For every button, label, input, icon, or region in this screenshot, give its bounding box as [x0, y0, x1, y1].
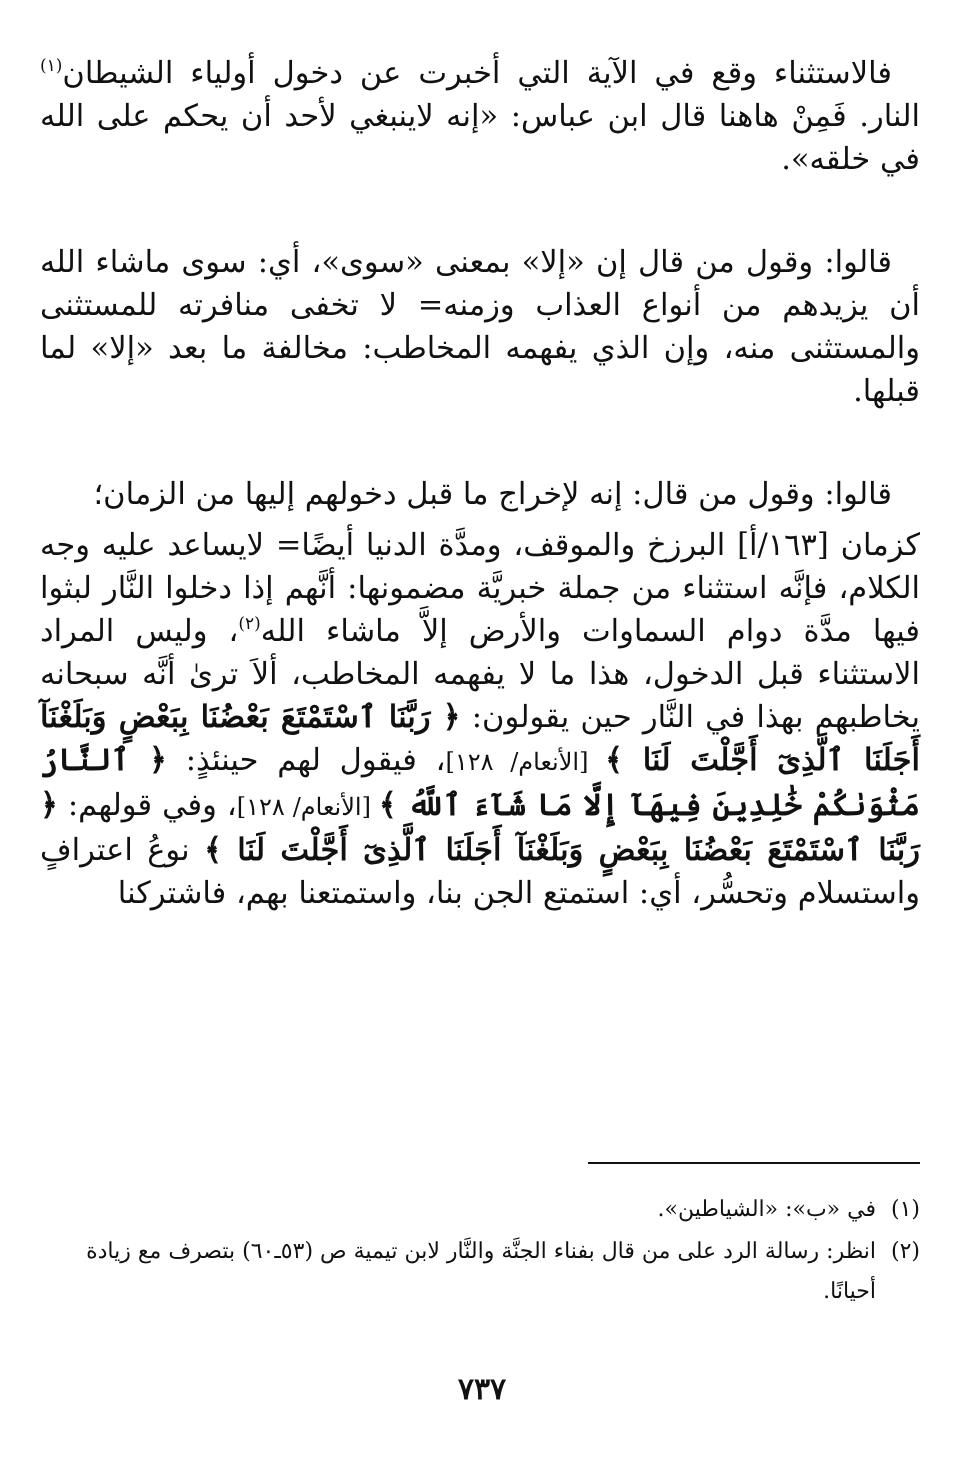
footnote-1	[40, 1190, 920, 1230]
paragraph-gap	[40, 413, 920, 473]
footnote-2	[40, 1232, 920, 1312]
paragraph-4	[40, 524, 920, 915]
paragraph-4-text-b: ، وليس المراد الاستثناء قبل الدخول، هذا ما لا يفهمه المخاطب، ألاَ ترىٰ أنَّه سبحانه يخاطبهم بهذا في النَّار حين يقولون:	[40, 614, 920, 735]
paragraph-gap	[40, 516, 920, 524]
footnote-divider	[588, 1162, 920, 1164]
paragraph-4-text-e: نوعُ اعترافٍ واستسلام وتحسُّر، أي: استمتع الجن بنا، واستمتعنا بهم، فاشتركنا	[40, 833, 920, 911]
paragraph-4-text-c: ، فيقول لهم حينئذٍ:	[166, 743, 446, 778]
paragraph-4-text-a: كزمان [١٦٣/أ] البرزخ والموقف، ومدَّة الدنيا أيضًا= لايساعد عليه وجه الكلام، فإنَّه استثناء من جملة خبريَّة مضمونها: أنَّهم إذا دخلوا النَّار لبثوا فيها مدَّة دوام السماوات والأرض إلاَّ ماشاء الله	[40, 528, 920, 649]
footnote-number: (٢)	[890, 1239, 920, 1264]
paragraph-gap	[40, 181, 920, 241]
footnotes-section	[40, 1190, 920, 1314]
verse-reference-1: [الأنعام/ ١٢٨]	[445, 748, 606, 776]
footnote-number: (١)	[890, 1197, 920, 1222]
footnote-text: في «ب»: «الشياطين».	[657, 1197, 876, 1222]
footnote-marker-1[interactable]: (١)	[40, 56, 63, 76]
paragraph-1-text-b: النار. فَمِنْ هاهنا قال ابن عباس: «إنه لاينبغي لأحد أن يحكم على الله في خلقه».	[40, 99, 920, 177]
verse-reference-2: [الأنعام/ ١٢٨]	[236, 793, 379, 821]
paragraph-2: قالوا: وقول من قال إن «إلا» بمعنى «سوى»، أي: سوى ماشاء الله أن يزيدهم من أنواع العذاب وزمنه= لا تخفى منافرته للمستثنى والمستثنى منه، وإن الذي يفهمه المخاطب: مخالفة ما بعد «إلا» لما قبلها.	[40, 245, 920, 409]
footnote-text: انظر: رسالة الرد على من قال بفناء الجنَّة والنَّار لابن تيمية ص (٥٣ـ٦٠) بتصرف مع زيادة أحيانًا.	[86, 1239, 876, 1304]
paragraph-1	[40, 52, 920, 181]
paragraph-3: قالوا: وقول من قال: إنه لإخراج ما قبل دخولهم إليها من الزمان؛	[93, 477, 892, 512]
quran-verse-2: ﴿ ٱلنَّارُ مَثْوَىٰكُمْ خَٰلِدِينَ فِيهَآ إِلَّا مَا شَآءَ ٱللَّهُ ﴾	[40, 742, 920, 823]
quran-verse-3: ﴿ رَبَّنَا ٱسْتَمْتَعَ بَعْضُنَا بِبَعْضٍ وَبَلَغْنَآ أَجَلَنَا ٱلَّذِىٓ أَجَّلْتَ لَنَا ﴾	[40, 787, 920, 868]
paragraph-1-text-a: فالاستثناء وقع في الآية التي أخبرت عن دخول أولياء الشيطان	[62, 56, 892, 91]
quran-verse-1: ﴿ رَبَّنَا ٱسْتَمْتَعَ بَعْضُنَا بِبَعْضٍ وَبَلَغْنَآ أَجَلَنَا ٱلَّذِىٓ أَجَّلْتَ لَنَا ﴾	[40, 699, 920, 778]
footnote-marker-2[interactable]: (٢)	[238, 614, 261, 634]
page-number: ٧٣٧	[457, 1372, 507, 1407]
paragraph-4-text-d: ، وفي قولهم:	[57, 788, 237, 823]
main-text-block	[40, 52, 920, 915]
